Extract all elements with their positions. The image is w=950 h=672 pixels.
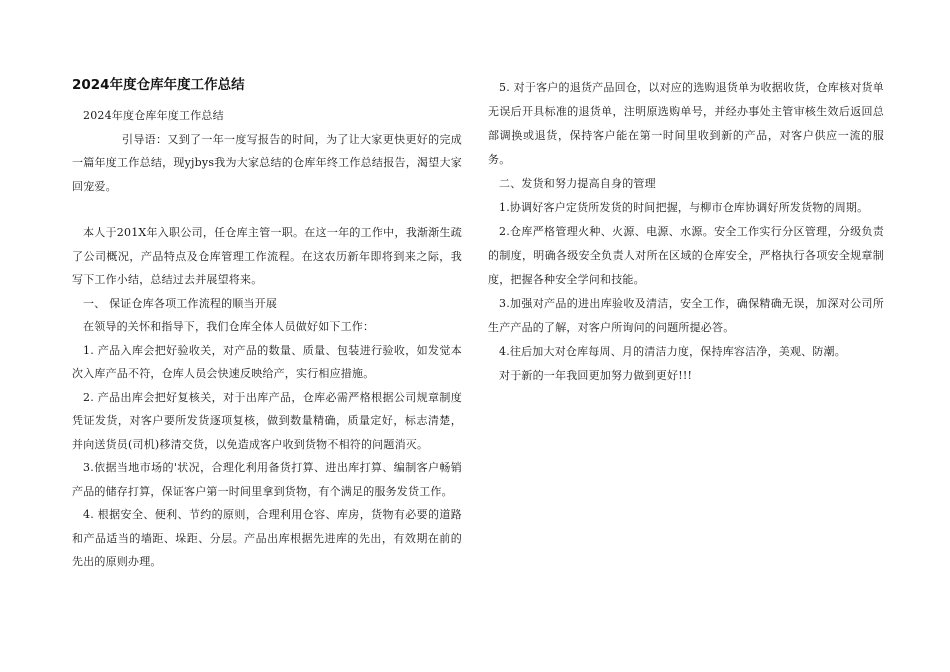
paragraph-gap [72,198,462,221]
section-2-item-4: 4.往后加大对仓库每周、月的清洁力度，保持库容洁净，美观、防潮。 [499,345,846,358]
closing-paragraph: 对于新的一年我回更加努力做到更好!!! [499,369,693,382]
section-2-item-1: 1.协调好客户定货所发货的时间把握，与柳市仓库协调好所发货物的周期。 [499,201,869,214]
intro-paragraph: 引导语：又到了一年一度写报告的时间，为了让大家更快更好的完成一篇年度工作总结，现yjbys我为大家总结的仓库年终工作总结报告，渴望大家回宠爱。 [72,132,462,193]
document-title: 2024年度仓库年度工作总结 [72,77,245,93]
section-heading-2: 二、发货和努力提高自身的管理 [499,177,656,190]
self-intro-paragraph: 本人于201X年入职公司，任仓库主管一职。在这一年的工作中，我渐渐生疏了公司概况，产品特点及仓库管理工作流程。在这农历新年即将到来之际，我写下工作小结，总结过去并展望将来。 [72,226,462,286]
section-1-item-2: 2. 产品出库会把好复核关，对于出库产品，仓库必需严格根据公司规章制度凭证发货，对客户要所发货逐项复核，做到数量精确，质量定好，标志清楚，并向送货员(司机)移清交货，以免造成客户收到货物不相符的问题消灭。 [72,390,462,451]
section-1-item-5: 5. 对于客户的退货产品回仓，以对应的选购退货单为收据收货，仓库核对货单无误后开具标准的退货单，注明原选购单号，并经办事处主管审核生效后返回总部调换或退货，保持客户能在第一时间里收到新的产品，对客户供应一流的服务。 [488,81,884,166]
section-1-item-3: 3.依据当地市场的'状况，合理化利用备货打算、进出库打算、编制客户畅销产品的储存打算，保证客户第一时间里拿到货物，有个满足的服务发货工作。 [72,461,462,498]
left-column [72,72,462,574]
right-column [488,76,884,388]
section-1-item-4: 4. 根据安全、便利、节约的原则，合理利用仓容、库房，货物有必要的道路和产品适当的墙距、垛距、分层。产品出库根据先进库的先出，有效期在前的先出的原则办理。 [72,508,462,568]
section-2-item-3: 3.加强对产品的进出库验收及清洁，安全工作，确保精确无误，加深对公司所生产产品的了解，对客户所询问的问题所提必答。 [488,297,884,334]
section-1-lead: 在领导的关怀和指导下，我们仓库全体人员做好如下工作： [83,320,375,333]
section-2-item-2: 2.仓库严格管理火种、火源、电源、水源。安全工作实行分区管理，分级负责的制度，明确各级安全负责人对所在区域的仓库安全，严格执行各项安全规章制度，把握各种安全学问和技能。 [488,225,884,286]
document-subtitle: 2024年度仓库年度工作总结 [83,109,224,122]
section-1-item-1: 1. 产品入库会把好验收关，对产品的数量、质量、包装进行验收，如发觉本次入库产品不符，仓库人员会快速反映给产，实行相应措施。 [72,343,462,380]
section-heading-1: 一、 保证仓库各项工作流程的顺当开展 [83,296,278,310]
